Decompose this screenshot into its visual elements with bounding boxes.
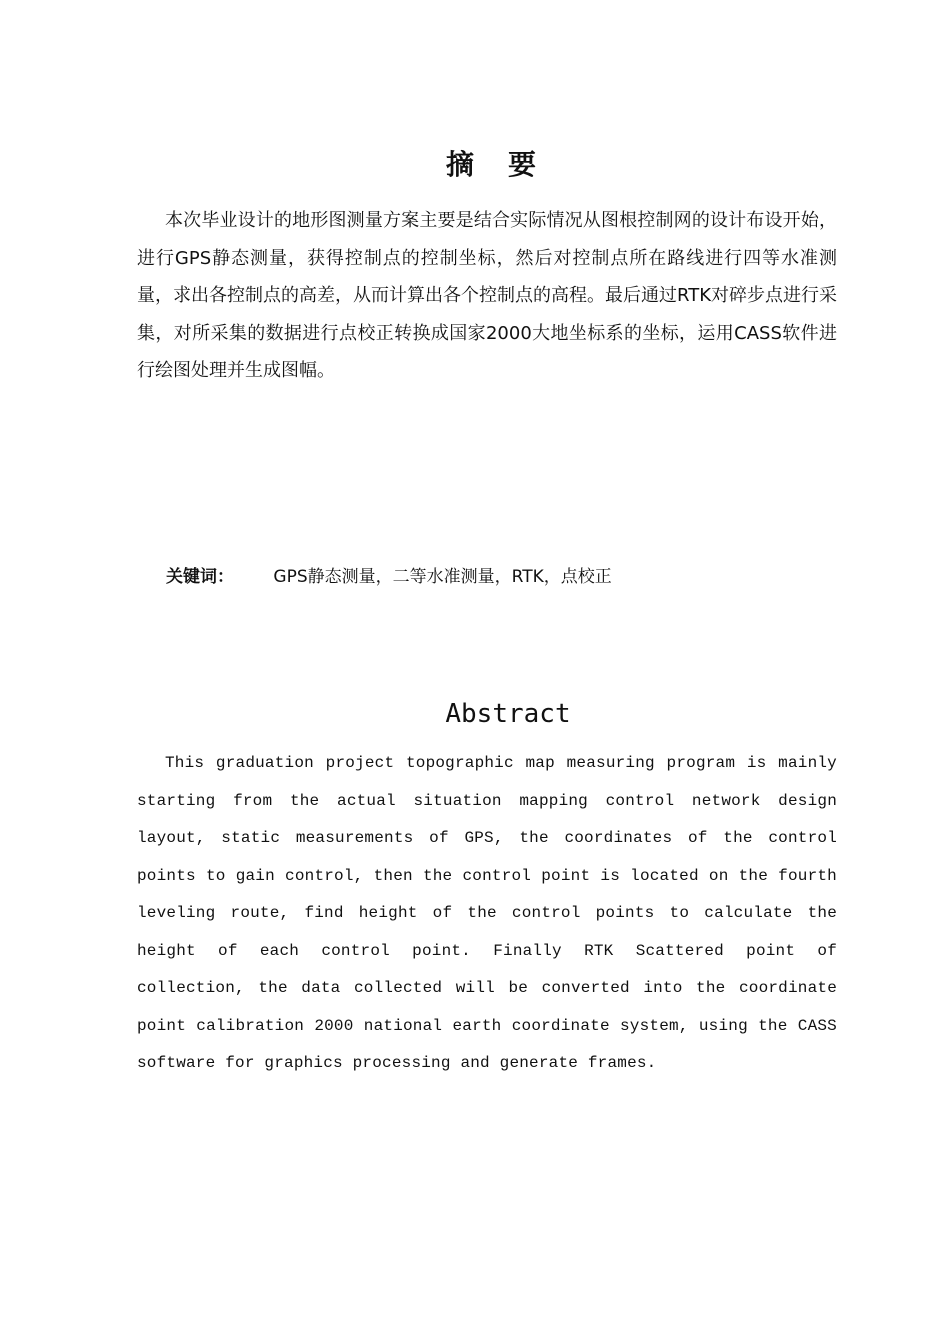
english-abstract-body: This graduation project topographic map measuring program is mainly starting from the actual situation mapping control network design layout, static measurements of GPS, the coordinates of the control points to gain control, then the control point is located on the fourth leveling route, find height of the control points to calculate the height of each control point. Finally RTK Scattered point of collection, the data collected will be converted into the coordinate point calibration 2000 national earth coordinate system, using the CASS software for graphics processing and generate frames. <box>137 754 837 1072</box>
keywords-line <box>166 563 866 591</box>
chinese-abstract-title: 摘要 <box>445 147 570 181</box>
keywords-label: 关键词： <box>166 567 234 587</box>
keywords-value: GPS静态测量，二等水准测量，RTK，点校正 <box>273 567 612 587</box>
english-abstract-title: Abstract <box>445 698 571 729</box>
chinese-abstract-body: 本次毕业设计的地形图测量方案主要是结合实际情况从图根控制网的设计布设开始，进行GPS静态测量，获得控制点的控制坐标，然后对控制点所在路线进行四等水准测量，求出各控制点的高差，从而计算出各个控制点的高程。最后通过RTK对碎步点进行采集，对所采集的数据进行点校正转换成国家2000大地坐标系的坐标，运用CASS软件进行绘图处理并生成图幅。 <box>137 210 837 381</box>
